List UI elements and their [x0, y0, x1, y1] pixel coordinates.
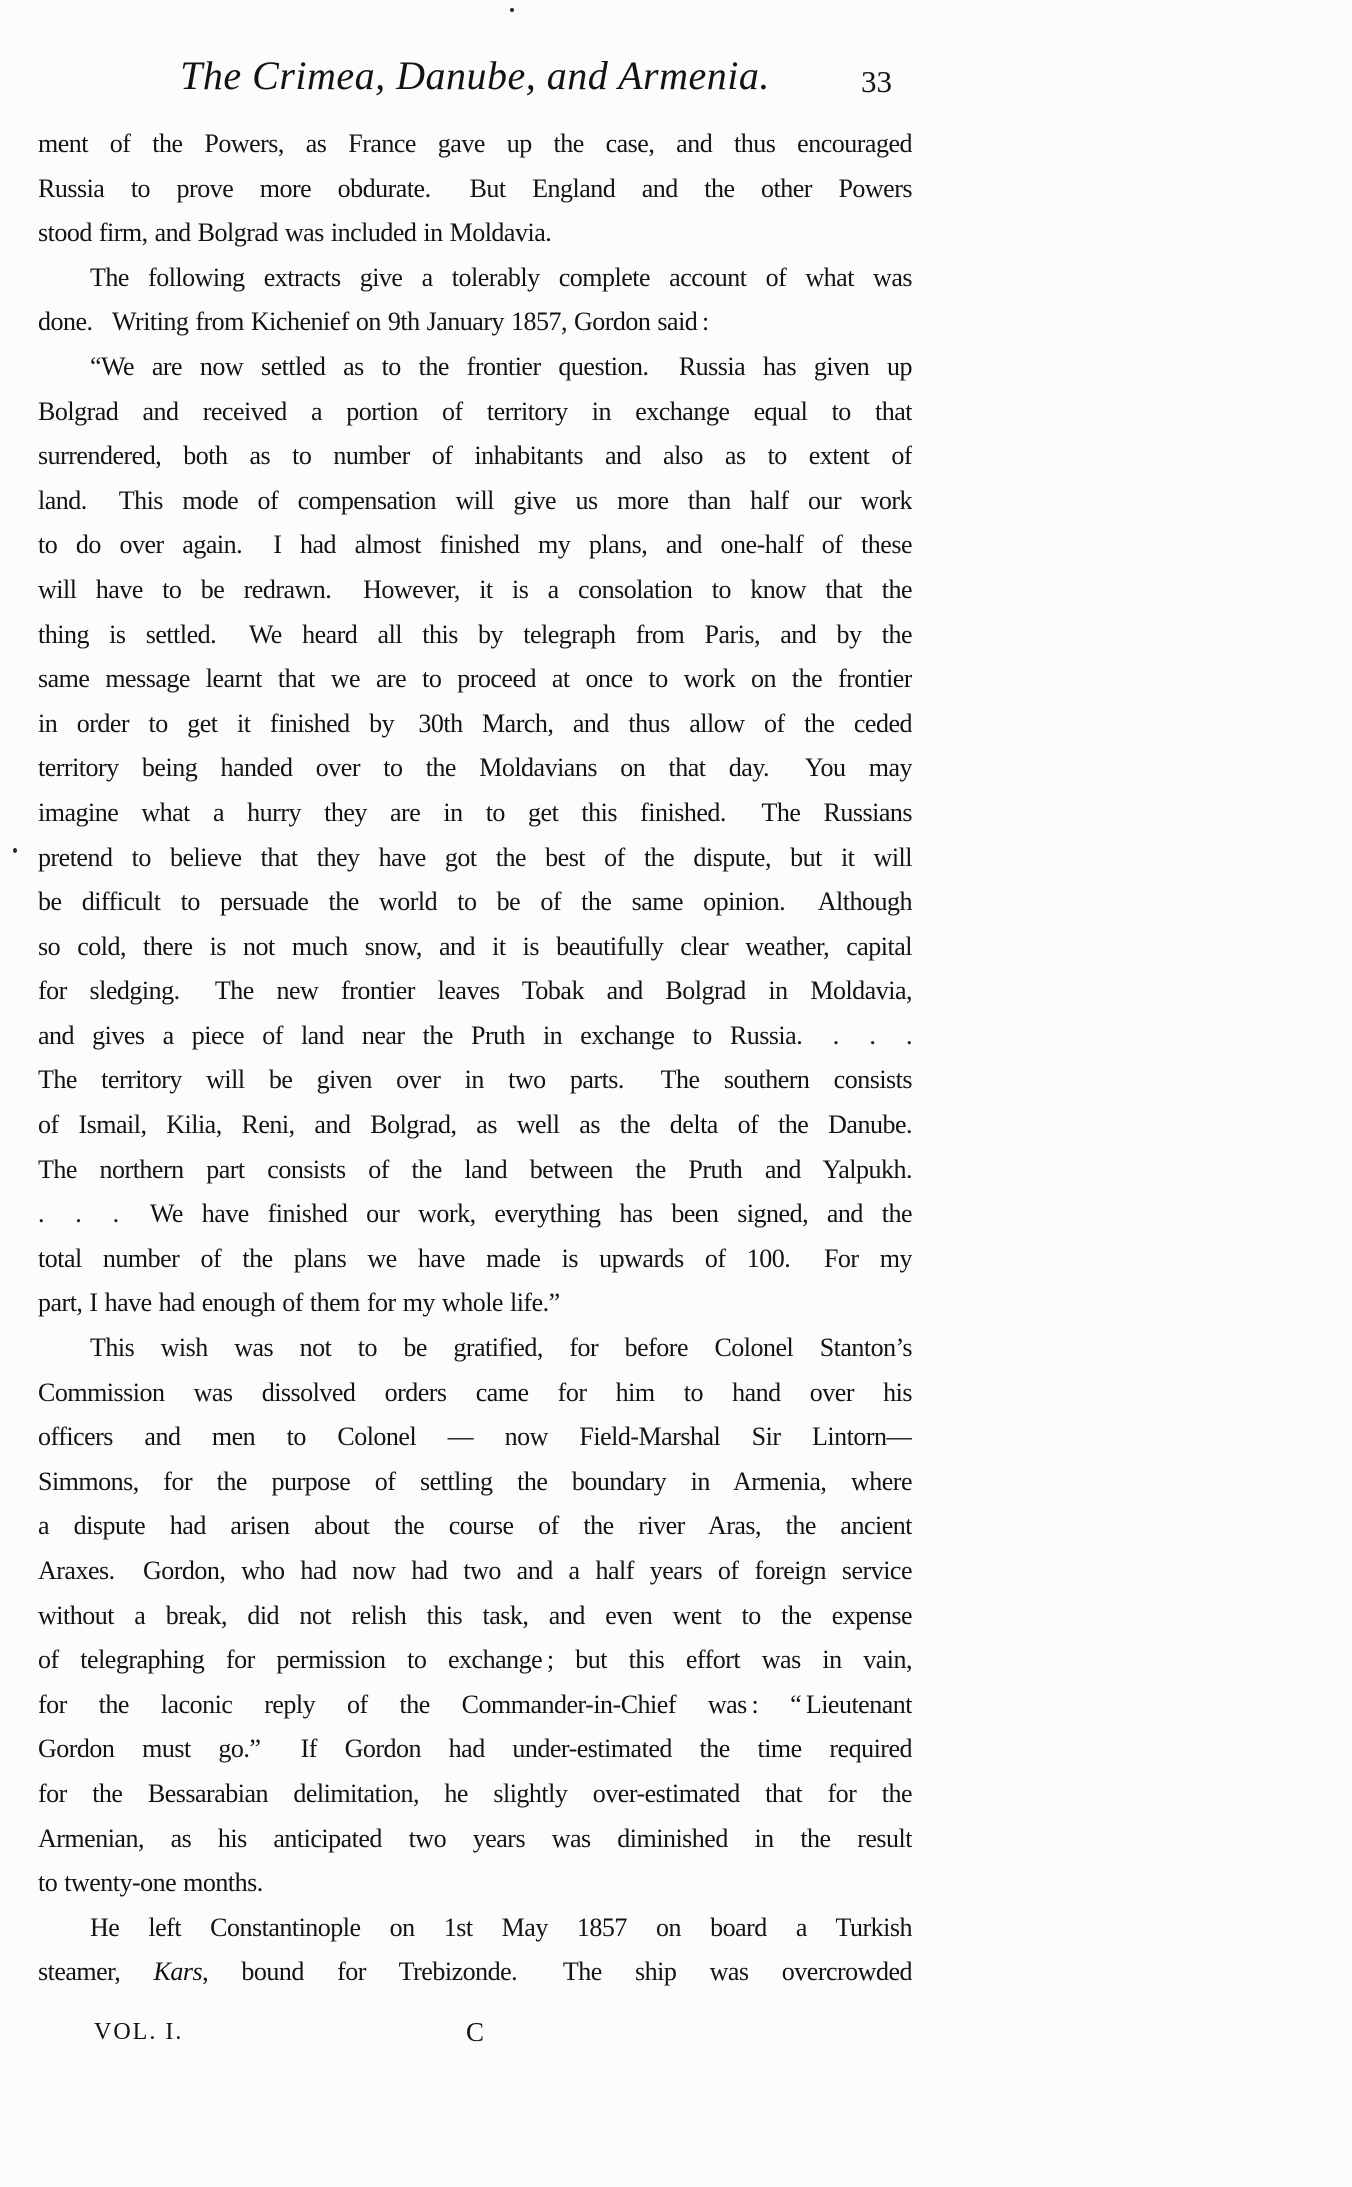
page-header [38, 46, 912, 108]
text-line: for sledging. The new frontier leaves Tobak and Bolgrad in Moldavia, [38, 976, 912, 1006]
text-line: The following extracts give a tolerably complete account of what was [90, 262, 912, 292]
text-line: imagine what a hurry they are in to get this finished. The Russians [38, 797, 912, 827]
scan-speck [510, 8, 514, 12]
text-line: The northern part consists of the land between the Pruth and Yalpukh. [38, 1154, 912, 1184]
text-line: done. Writing from Kichenief on 9th January 1857, Gordon said : [38, 307, 709, 337]
page-footer [38, 2012, 912, 2058]
text-line: Bolgrad and received a portion of territory in exchange equal to that [38, 396, 912, 426]
text-line: of telegraphing for permission to exchange ; but this effort was in vain, [38, 1645, 912, 1675]
volume-label: VOL. I. [94, 2019, 184, 2045]
text-line: Russia to prove more obdurate. But England and the other Powers [38, 173, 912, 203]
page-number: 33 [861, 64, 892, 99]
text-line: Commission was dissolved orders came for him to hand over his [38, 1377, 912, 1407]
text-line: “We are now settled as to the frontier question. Russia has given up [90, 351, 912, 381]
text-line: part, I have had enough of them for my whole life.” [38, 1288, 560, 1318]
text-line: to twenty-one months. [38, 1868, 263, 1898]
text-line: same message learnt that we are to proceed at once to work on the frontier [38, 664, 912, 694]
text-line: . . . We have finished our work, everything has been signed, and the [38, 1199, 912, 1229]
text-line: officers and men to Colonel — now Field-Marshal Sir Lintorn— [38, 1422, 912, 1452]
signature-mark: C [465, 2017, 485, 2047]
text-line: The territory will be given over in two parts. The southern consists [38, 1065, 912, 1095]
text-line: pretend to believe that they have got the best of the dispute, but it will [38, 842, 912, 872]
text-line: This wish was not to be gratified, for before Colonel Stanton’s [90, 1333, 912, 1363]
text-line: be difficult to persuade the world to be of the same opinion. Although [38, 887, 912, 917]
running-title: The Crimea, Danube, and Armenia. [180, 53, 770, 98]
text-line: for the laconic reply of the Commander-in-Chief was : “ Lieutenant [38, 1689, 912, 1719]
text-line: thing is settled. We heard all this by telegraph from Paris, and by the [38, 619, 912, 649]
text-line: will have to be redrawn. However, it is a consolation to know that the [38, 574, 912, 604]
text-line: to do over again. I had almost finished my plans, and one-half of these [38, 530, 912, 560]
text-line: Gordon must go.” If Gordon had under-estimated the time required [38, 1734, 912, 1764]
text-line: for the Bessarabian delimitation, he slightly over-estimated that for the [38, 1778, 912, 1808]
text-line: steamer, Kars, bound for Trebizonde. The ship was overcrowded [38, 1957, 912, 1987]
text-line: Armenian, as his anticipated two years was diminished in the result [38, 1823, 912, 1853]
text-line: land. This mode of compensation will give us more than half our work [38, 485, 912, 515]
text-line: ment of the Powers, as France gave up the case, and thus encouraged [38, 129, 912, 158]
text-line: so cold, there is not much snow, and it is beautifully clear weather, capital [38, 931, 912, 961]
text-line: stood firm, and Bolgrad was included in Moldavia. [38, 218, 552, 248]
text-line: Araxes. Gordon, who had now had two and a half years of foreign service [38, 1556, 912, 1585]
text-line: total number of the plans we have made is upwards of 100. For my [38, 1243, 912, 1273]
text-line: He left Constantinople on 1st May 1857 on board a Turkish [90, 1912, 912, 1942]
scan-speck [13, 848, 17, 853]
text-line: of Ismail, Kilia, Reni, and Bolgrad, as well as the delta of the Danube. [38, 1110, 912, 1140]
text-line: surrendered, both as to number of inhabitants and also as to extent of [38, 441, 912, 471]
body-text [38, 122, 912, 1995]
text-line: Simmons, for the purpose of settling the boundary in Armenia, where [38, 1466, 912, 1496]
text-line: and gives a piece of land near the Pruth in exchange to Russia. . . . [38, 1020, 912, 1050]
text-line: territory being handed over to the Moldavians on that day. You may [38, 753, 912, 783]
text-line: a dispute had arisen about the course of the river Aras, the ancient [38, 1511, 912, 1541]
text-line: in order to get it finished by 30th March, and thus allow of the ceded [38, 708, 912, 738]
text-line: without a break, did not relish this task, and even went to the expense [38, 1600, 912, 1630]
